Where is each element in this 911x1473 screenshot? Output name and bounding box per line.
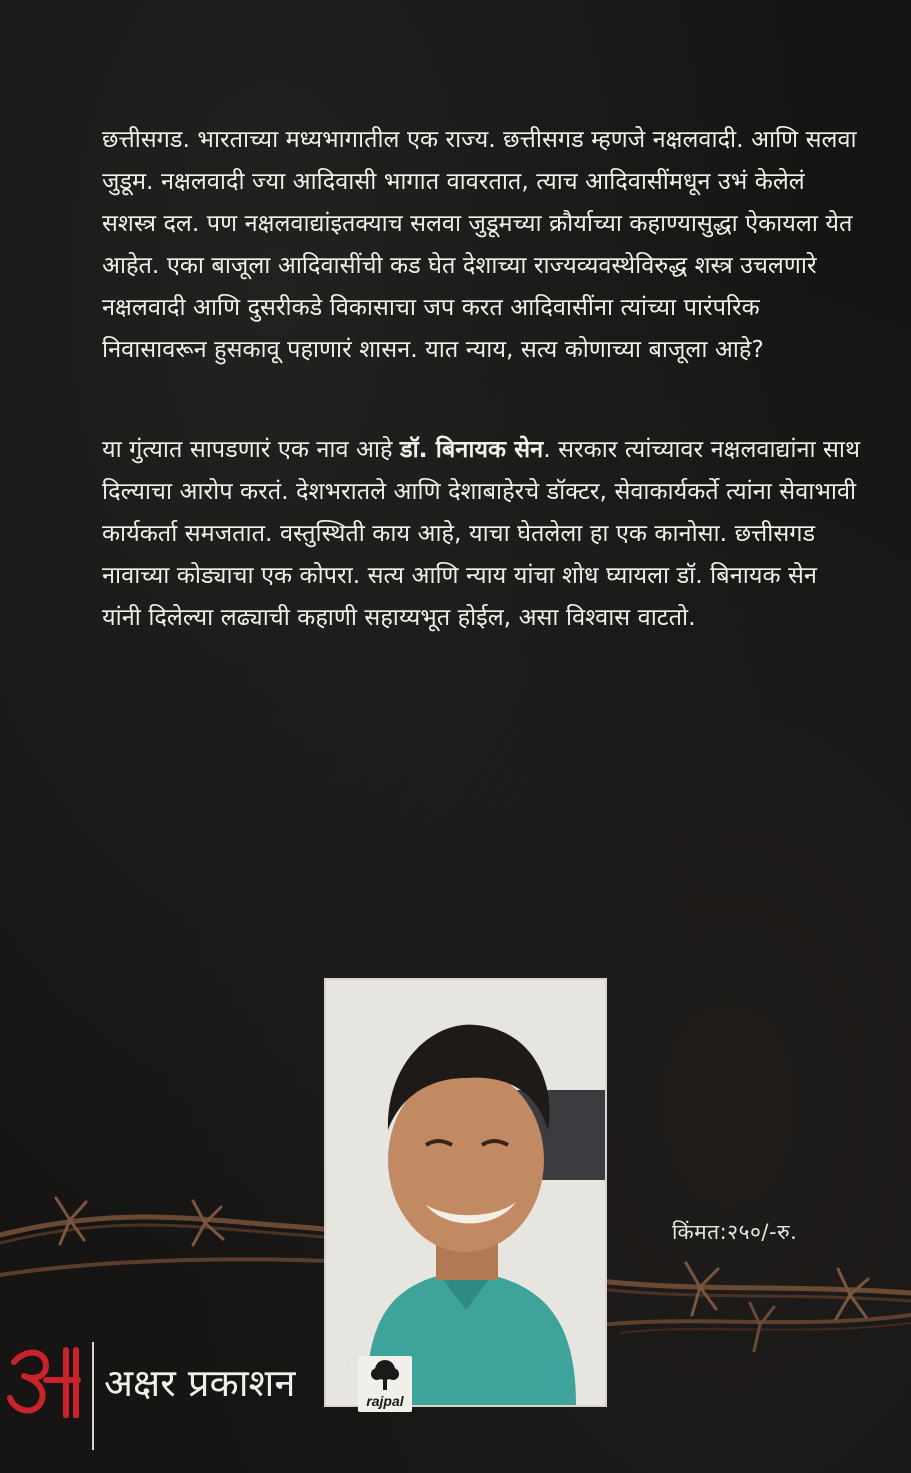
price-label: किंमत:२५०/-रु.	[672, 1220, 798, 1244]
blurb-paragraph-1: छत्तीसगड. भारताच्या मध्यभागातील एक राज्य. छत्तीसगड म्हणजे नक्षलवादी. आणि सलवा जुडूम. नक्षलवादी ज्या आदिवासी भागात वावरतात, त्याच आदिवासींमधून उभं केलेलं सशस्त्र दल. पण नक्षलवाद्यांइतक्याच सलवा जुडूमच्या क्रौर्याच्या कहाण्यासुद्धा ऐकायला येत आहेत. एका बाजूला आदिवासींची कड घेत देशाच्या राज्यव्यवस्थेविरुद्ध शस्त्र उचलणारे नक्षलवादी आणि दुसरीकडे विकासाचा जप करत आदिवासींना त्यांच्या पारंपरिक निवासावरून हुसकावू पहाणारं शासन. यात न्याय, सत्य कोणाच्या बाजूला आहे?	[102, 125, 857, 363]
publisher-block	[0, 1340, 450, 1450]
blurb-paragraph-2-lead: या गुंत्यात सापडणारं एक नाव आहे	[102, 435, 401, 463]
tree-icon	[358, 1356, 412, 1396]
publisher-divider	[92, 1342, 94, 1450]
blurb-paragraph-2	[102, 428, 862, 638]
publisher-name: अक्षर प्रकाशन	[104, 1361, 296, 1405]
author-name-highlight: डॉ. बिनायक सेन	[400, 435, 544, 463]
rajpal-logo	[358, 1356, 412, 1412]
blurb-paragraph-2-rest: . सरकार त्यांच्यावर नक्षलवाद्यांना साथ दिल्याचा आरोप करतं. देशभरातले आणि देशाबाहेरचे डॉक्टर, सेवाकार्यकर्ते त्यांना सेवाभावी कार्यकर्ता समजतात. वस्तुस्थिती काय आहे, याचा घेतलेला हा एक कानोसा. छत्तीसगड नावाच्या कोड्याचा एक कोपरा. सत्य आणि न्याय यांचा शोध घ्यायला डॉ. बिनायक सेन यांनी दिलेल्या लढ्याची कहाणी सहाय्यभूत होईल, असा विश्वास वाटतो.	[102, 435, 861, 631]
publisher-separator: /	[335, 1354, 350, 1405]
blurb	[102, 118, 862, 638]
publisher-logo-mark	[6, 1340, 92, 1418]
rajpal-label: rajpal	[366, 1393, 404, 1409]
